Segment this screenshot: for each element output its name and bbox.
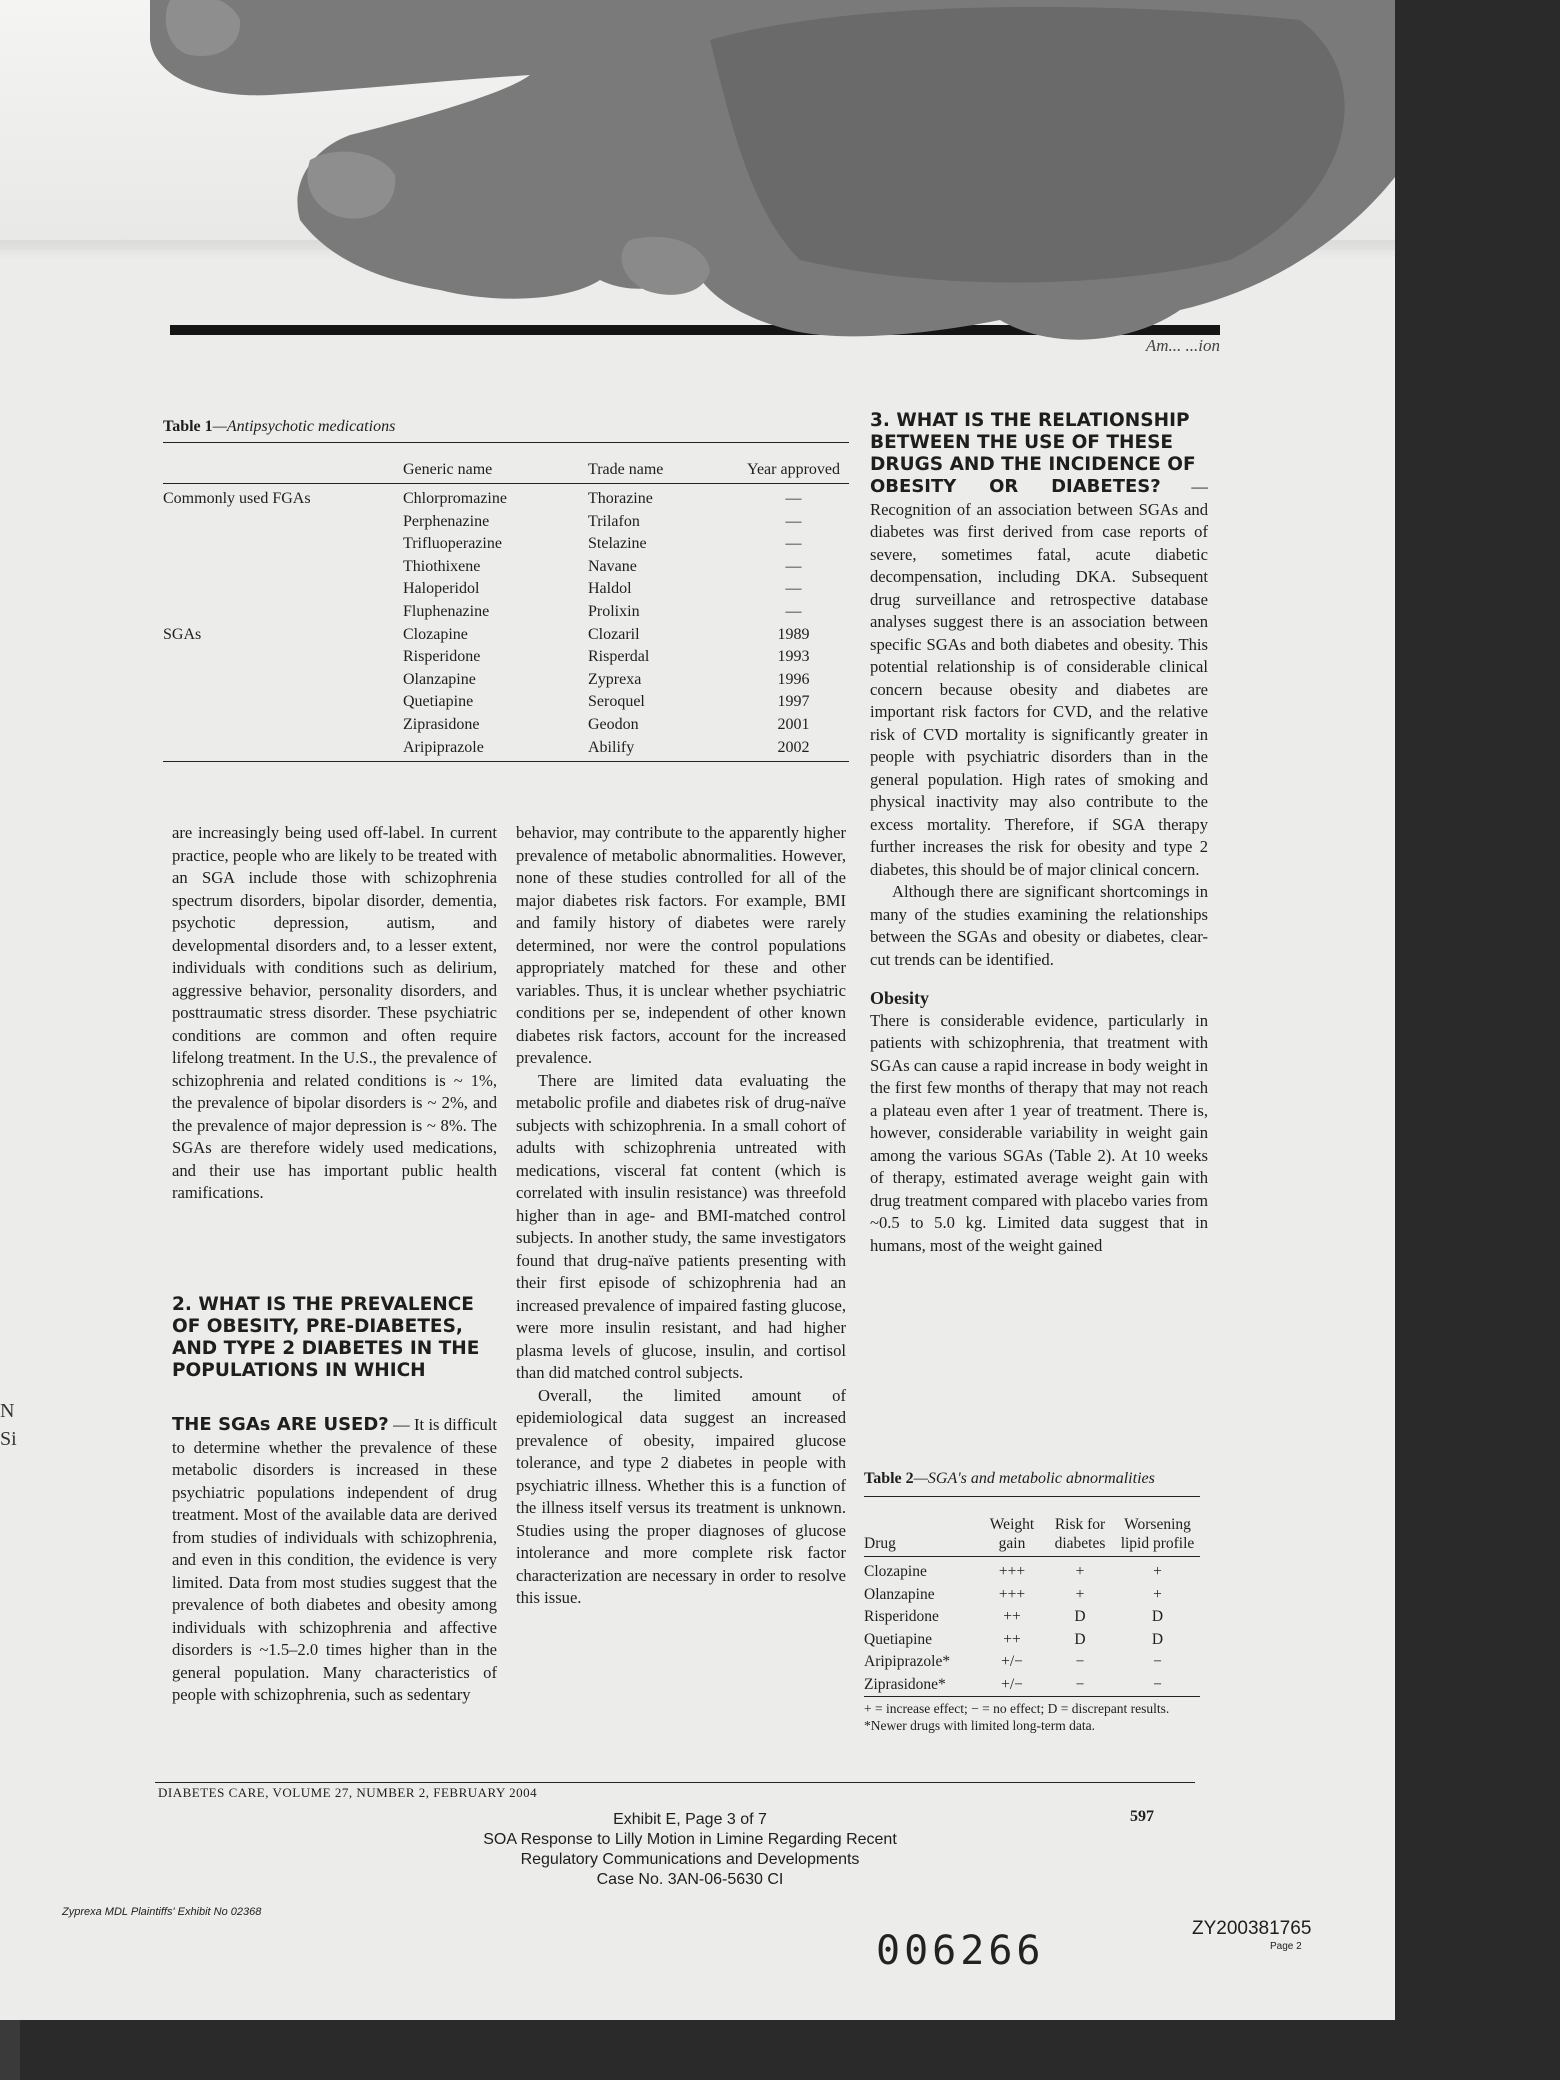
exhibit-line: Exhibit E, Page 3 of 7 xyxy=(613,1811,767,1828)
table-cell xyxy=(163,601,403,624)
plaintiff-exhibit-label: Zyprexa MDL Plaintiffs' Exhibit No 02368 xyxy=(62,1906,262,1918)
column-middle xyxy=(516,822,846,1610)
table-cell xyxy=(163,533,403,556)
table-cell: Risperdal xyxy=(588,648,650,666)
table-1-header-cell: Year approved xyxy=(746,461,840,478)
table-cell: +++ xyxy=(998,1585,1026,1603)
table-2-header-cell: Drug xyxy=(864,1535,896,1552)
table-cell xyxy=(163,578,403,601)
running-head: Am... ...ion xyxy=(1145,336,1220,355)
table-cell: + xyxy=(1153,1585,1162,1603)
table-row xyxy=(864,1629,1200,1652)
exhibit-line: Regulatory Communications and Developments xyxy=(520,1851,860,1868)
table-cell: Aripiprazole* xyxy=(864,1653,951,1670)
table-row xyxy=(163,533,849,556)
table-2 xyxy=(864,1470,1200,1734)
table-row xyxy=(163,714,849,737)
table-cell: Geodon xyxy=(588,715,639,733)
table-cell: Trilafon xyxy=(588,512,640,530)
table-row xyxy=(864,1584,1200,1607)
table-cell: + xyxy=(1075,1585,1085,1603)
table-row xyxy=(864,1561,1200,1584)
table-2-footnote: + = increase effect; − = no effect; D = discrepant results. *Newer drugs with limited long-term data. xyxy=(864,1696,1200,1734)
table-cell: — xyxy=(785,557,802,575)
table-1-header xyxy=(163,443,849,484)
column-left-bottom xyxy=(172,1414,497,1707)
table-cell: Abilify xyxy=(588,738,635,756)
table-cell: Olanzapine xyxy=(864,1585,935,1603)
table-cell: SGAs xyxy=(163,625,202,643)
table-cell: 1997 xyxy=(777,693,810,711)
table-cell xyxy=(163,511,403,534)
table-cell: Risperidone xyxy=(403,648,481,666)
table-cell: Quetiapine xyxy=(403,693,474,711)
column-right xyxy=(870,410,1208,1257)
section-3-heading-run: OBESITY OR DIABETES? xyxy=(870,476,1161,497)
section-2-text: — It is difficult to determine whether the prevalence of these metabolic disorders is increased in these psychiatric populations independent of drug treatment. Most of the available data are derived from studies of individuals with schizophrenia, and even in this condition, the evidence is very limited. Data from most studies suggest that the prevalence of both diabetes and obesity among individuals with schizophrenia and affective disorders is ~1.5–2.0 times higher than in the general population. Many characteristics of people with schizophrenia, such as sedentary xyxy=(172,1415,497,1704)
table-cell: D xyxy=(1074,1630,1086,1648)
table-cell: Haloperidol xyxy=(403,580,480,598)
table-cell: Trifluoperazine xyxy=(403,535,502,553)
table-1-title xyxy=(163,418,849,436)
margin-letter: Si xyxy=(0,1428,17,1450)
hand-shade xyxy=(710,7,1345,283)
table-cell: ++ xyxy=(1003,1630,1021,1648)
table-2-header-cell: Risk for diabetes xyxy=(1054,1516,1106,1552)
hand-photo-occlusion xyxy=(150,0,1395,390)
table-cell: Risperidone xyxy=(864,1608,939,1625)
table-cell: + xyxy=(1075,1563,1085,1580)
table-2-header-cell: Weight gain xyxy=(989,1516,1035,1552)
document-page-label: Page 2 xyxy=(1270,1941,1302,1952)
table-cell xyxy=(163,737,403,760)
section-3-text: — Recognition of an association between SGAs and diabetes was first derived from case reports of severe, sometimes fatal, acute diabetic decompensation, including DKA. Subsequent drug surveillance and retrospective database analyses suggest there is an association between specific SGAs and both diabetes and obesity. This potential relationship is of considerable clinical concern because obesity and diabetes are important risk factors for CVD, and the relative risk of CVD mortality is significantly greater in people with psychiatric disorders than in the general population. High rates of smoking and physical inactivity may also contribute to the excess mortality. Therefore, if SGA therapy further increases the risk for obesity and type 2 diabetes, this should be of major clinical concern. xyxy=(870,477,1208,879)
table-1-label: Table 1 xyxy=(163,418,213,435)
table-cell: Clozapine xyxy=(864,1563,927,1580)
table-cell: — xyxy=(785,535,802,553)
table-row xyxy=(864,1606,1200,1629)
table-cell: Chlorpromazine xyxy=(403,490,507,507)
section-2-heading-run: THE SGAs ARE USED? xyxy=(172,1414,389,1435)
table-cell: Fluphenazine xyxy=(403,602,490,620)
body-paragraph: There is considerable evidence, particularly in patients with schizophrenia, that treatment with SGAs can cause a rapid increase in body weight in the first few months of therapy that may not reach a plateau even after 1 year of treatment. There is, however, considerable variability in weight gain among the various SGAs (Table 2). At 10 weeks of therapy, estimated average weight gain with drug treatment compared with placebo varies from ~0.5 to 5.0 kg. Limited data suggest that in humans, most of the weight gained xyxy=(870,1010,1208,1255)
table-cell: Zyprexa xyxy=(588,670,642,688)
document-id: ZY200381765 xyxy=(1192,1918,1312,1939)
table-cell: Clozapine xyxy=(403,625,468,643)
section-3-heading: 3. WHAT IS THE RELATIONSHIP BETWEEN THE USE OF THESE DRUGS AND THE INCIDENCE OF xyxy=(870,410,1196,475)
obesity-subheading: Obesity xyxy=(870,988,930,1008)
table-row xyxy=(864,1674,1200,1697)
table-cell: Navane xyxy=(588,557,637,575)
table-cell: Stelazine xyxy=(588,535,647,553)
table-cell: 1993 xyxy=(777,648,810,666)
table-row xyxy=(864,1651,1200,1674)
table-row xyxy=(163,488,849,511)
table-cell: 2002 xyxy=(777,738,810,756)
table-cell xyxy=(163,714,403,737)
table-cell xyxy=(163,556,403,579)
table-cell: Ziprasidone xyxy=(403,715,480,733)
table-cell: 2001 xyxy=(777,715,810,733)
table-1 xyxy=(163,418,849,762)
table-cell: Thorazine xyxy=(588,490,653,507)
table-cell: — xyxy=(785,490,802,507)
body-paragraph xyxy=(870,476,1208,881)
section-2-heading: 2. WHAT IS THE PREVALENCE OF OBESITY, PRE-DIABETES, AND TYPE 2 DIABETES IN THE POPULATIONS IN WHICH xyxy=(172,1294,480,1381)
exhibit-line: SOA Response to Lilly Motion in Limine Regarding Recent xyxy=(483,1831,897,1848)
table-cell: +/− xyxy=(1001,1653,1023,1670)
table-cell: Ziprasidone* xyxy=(864,1675,946,1693)
table-cell: Perphenazine xyxy=(403,512,490,530)
table-cell: Prolixin xyxy=(588,602,640,620)
table-cell: 1996 xyxy=(777,670,810,688)
table-cell: +/− xyxy=(1001,1675,1023,1693)
table-cell: Haldol xyxy=(588,580,632,598)
journal-citation: DIABETES CARE, VOLUME 27, NUMBER 2, FEBRUARY 2004 xyxy=(158,1785,538,1800)
table-2-header xyxy=(864,1497,1200,1557)
table-row xyxy=(163,646,849,669)
footer-rule xyxy=(155,1782,1195,1783)
bates-number: 006266 xyxy=(876,1928,1045,1974)
table-2-title xyxy=(864,1470,1200,1497)
exhibit-line: Case No. 3AN-06-5630 CI xyxy=(596,1871,784,1888)
margin-letter: N xyxy=(0,1400,15,1422)
table-row xyxy=(163,669,849,692)
table-cell: D xyxy=(1074,1608,1086,1625)
table-1-caption: —Antipsychotic medications xyxy=(212,418,396,435)
table-cell: − xyxy=(1153,1675,1162,1693)
table-cell: Commonly used FGAs xyxy=(163,490,311,507)
table-cell xyxy=(163,691,403,714)
table-cell: — xyxy=(785,602,802,620)
table-cell: D xyxy=(1151,1630,1164,1648)
table-cell xyxy=(163,646,403,669)
column-left-top xyxy=(172,822,497,1205)
table-cell: Clozaril xyxy=(588,625,640,643)
table-cell: Olanzapine xyxy=(403,670,476,688)
table-cell xyxy=(163,669,403,692)
table-cell: 1989 xyxy=(777,625,810,643)
table-1-bottom-rule xyxy=(163,761,849,762)
body-paragraph xyxy=(172,1414,497,1707)
table-cell: Seroquel xyxy=(588,693,645,711)
table-row xyxy=(163,624,849,647)
table-cell: +++ xyxy=(998,1563,1026,1580)
body-paragraph: behavior, may contribute to the apparently higher prevalence of metabolic abnormalities. However, none of these studies controlled for all of the major diabetes risk factors. For example, BMI and family history of diabetes were rarely determined, nor were the control populations appropriately matched for these and other variables. Thus, it is unclear whether psychiatric conditions per se, independent of other known diabetes risk factors, account for the increased prevalence. xyxy=(516,823,846,1067)
table-cell: + xyxy=(1153,1563,1162,1580)
table-row xyxy=(163,691,849,714)
table-cell: − xyxy=(1075,1653,1085,1670)
table-row xyxy=(163,601,849,624)
table-row xyxy=(163,737,849,760)
page-number: 597 xyxy=(1130,1808,1154,1825)
table-cell: − xyxy=(1075,1675,1085,1693)
table-2-label: Table 2 xyxy=(864,1470,914,1487)
table-row xyxy=(163,556,849,579)
table-cell: Aripiprazole xyxy=(403,738,484,756)
table-row xyxy=(163,511,849,534)
table-row xyxy=(163,578,849,601)
table-cell: − xyxy=(1153,1653,1162,1670)
table-1-header-cell: Trade name xyxy=(588,461,664,478)
table-cell: — xyxy=(785,512,802,530)
table-1-header-cell: Generic name xyxy=(403,461,493,478)
body-paragraph: are increasingly being used off-label. In current practice, people who are likely to be treated with an SGA include those with schizophrenia spectrum disorders, bipolar disorder, dementia, psychotic depression, autism, and developmental disorders and, to a lesser extent, individuals with conditions such as delirium, aggressive behavior, personality disorders, and posttraumatic stress disorder. These psychiatric conditions are common and often require lifelong treatment. In the U.S., the prevalence of schizophrenia and related conditions is ~ 1%, the prevalence of bipolar disorders is ~ 2%, and the prevalence of major depression is ~ 8%. The SGAs are therefore widely used medications, and their use has important public health ramifications. xyxy=(172,823,497,1202)
table-cell: Quetiapine xyxy=(864,1630,933,1648)
table-cell: — xyxy=(785,580,802,598)
exhibit-stamp xyxy=(420,1810,960,1890)
table-cell: D xyxy=(1151,1608,1164,1625)
body-paragraph: Although there are significant shortcomings in many of the studies examining the relationships between the SGAs and obesity or diabetes, clear-cut trends can be identified. xyxy=(870,882,1208,969)
table-1-header-cell xyxy=(163,461,403,479)
table-2-header-cell: Worsening lipid profile xyxy=(1120,1516,1195,1552)
body-paragraph: There are limited data evaluating the metabolic profile and diabetes risk of drug-naïve subjects with schizophrenia. In a small cohort of adults with schizophrenia untreated with medications, visceral fat content (which is correlated with insulin resistance) was threefold higher than in age- and BMI-matched control subjects. In another study, the same investigators found that drug-naïve patients presenting with their first episode of schizophrenia had an increased prevalence of impaired fasting glucose, were more insulin resistant, and had higher plasma levels of glucose, insulin, and cortisol than did matched control subjects. xyxy=(516,1070,846,1382)
table-cell: Thiothixene xyxy=(403,557,481,575)
body-paragraph: Overall, the limited amount of epidemiological data suggest an increased prevalence of obesity, impaired glucose tolerance, and type 2 diabetes in people with psychiatric illness. Whether this is a function of the illness itself versus its treatment is unknown. Studies using the proper diagnoses of glucose intolerance and more complete risk factor characterization are necessary in order to resolve this issue. xyxy=(516,1385,846,1607)
table-2-caption: —SGA's and metabolic abnormalities xyxy=(913,1470,1155,1487)
table-cell: ++ xyxy=(1003,1608,1021,1625)
